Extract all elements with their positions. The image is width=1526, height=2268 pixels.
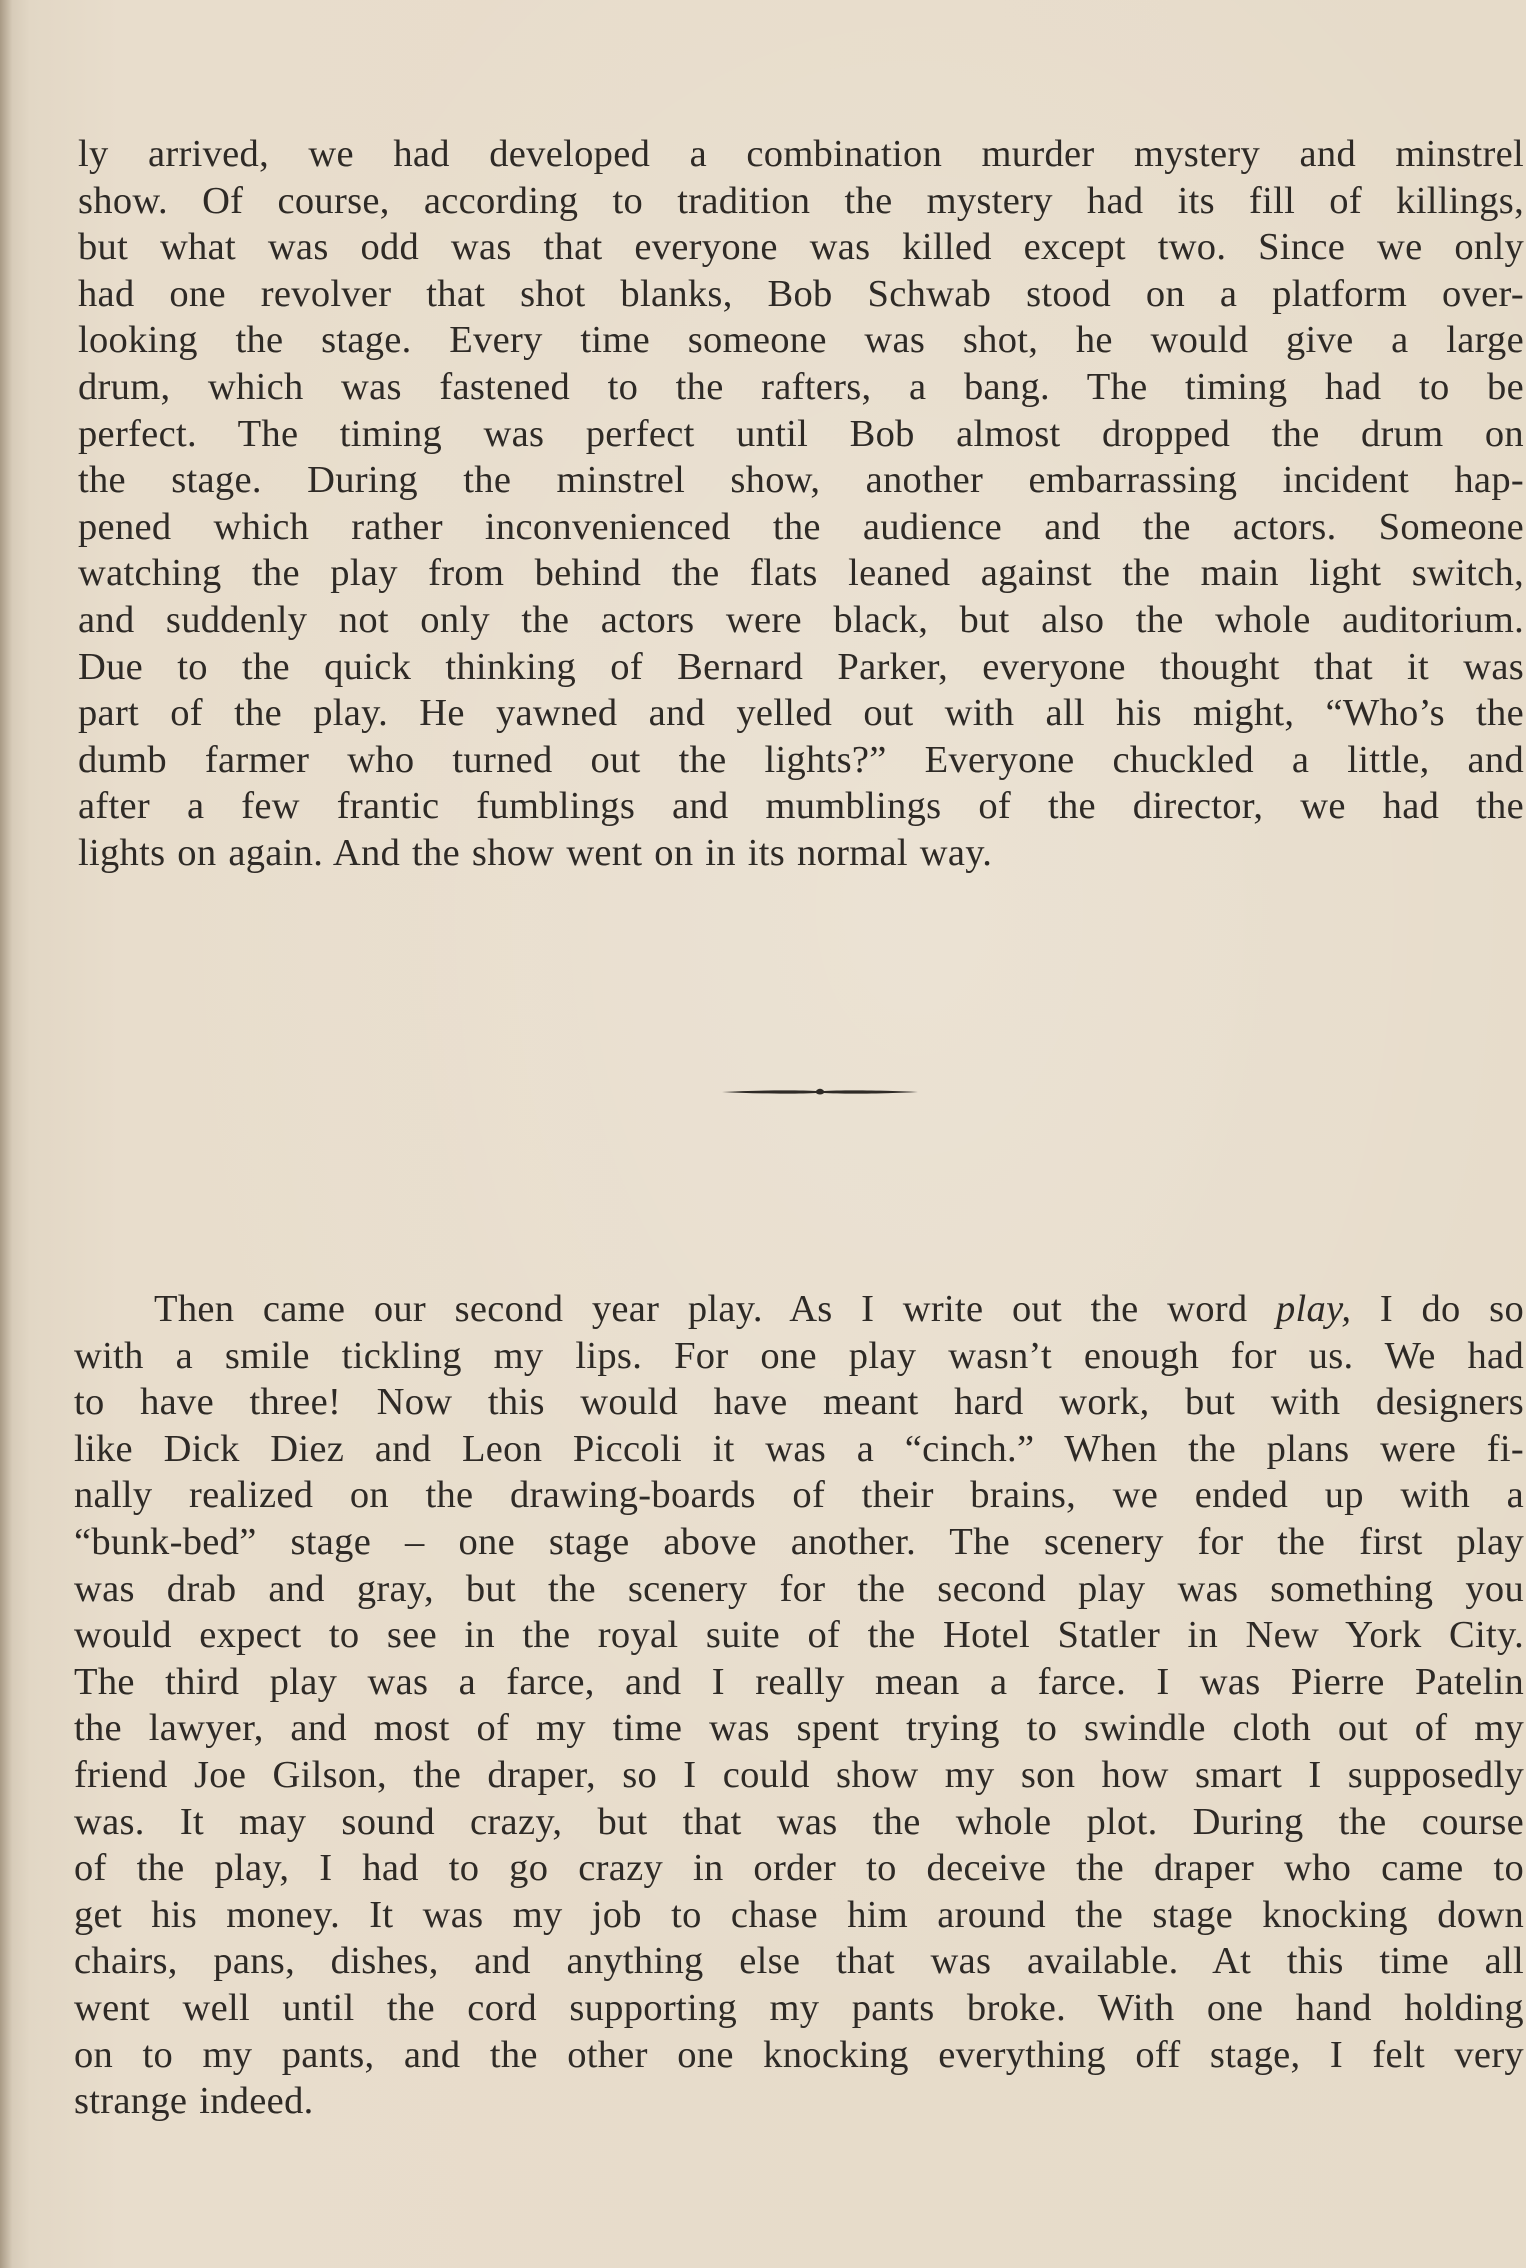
paragraph-minstrel-show — [78, 131, 1524, 877]
text-fragment: Then came our second year play. As I write out the word — [154, 1288, 1276, 1330]
text-line: pened which rather inconvenienced the audience and the actors. Someone — [78, 505, 1524, 548]
text-line: and suddenly not only the actors were black, but also the whole auditorium. — [78, 598, 1524, 641]
text-line: show. Of course, according to tradition the mystery had its fill of killings, — [78, 179, 1524, 222]
text-line: part of the play. He yawned and yelled out with all his might, “Who’s the — [78, 692, 1524, 735]
text-fragment: I do so — [1351, 1288, 1524, 1330]
text-line: “bunk-bed” stage – one stage above another. The scenery for the first play — [74, 1520, 1524, 1563]
text-line: nally realized on the drawing-boards of their brains, we ended up with a — [74, 1474, 1524, 1517]
section-divider-ornament — [720, 1082, 920, 1102]
text-line: lights on again. And the show went on in its normal way. — [78, 831, 993, 874]
text-line: ly arrived, we had developed a combination murder mystery and minstrel — [78, 133, 1524, 175]
text-line: had one revolver that shot blanks, Bob Schwab stood on a platform over- — [78, 272, 1524, 315]
text-line: friend Joe Gilson, the draper, so I could show my son how smart I supposedly — [74, 1753, 1524, 1796]
text-line: like Dick Diez and Leon Piccoli it was a “cinch.” When the plans were fi- — [74, 1427, 1524, 1470]
text-line: dumb farmer who turned out the lights?” Everyone chuckled a little, and — [78, 738, 1524, 781]
text-line: the stage. During the minstrel show, another embarrassing incident hap- — [78, 459, 1524, 502]
text-line: strange indeed. — [74, 2080, 314, 2123]
text-line: watching the play from behind the flats leaned against the main light switch, — [78, 552, 1524, 595]
text-line: Due to the quick thinking of Bernard Parker, everyone thought that it was — [78, 645, 1524, 688]
text-line: to have three! Now this would have meant hard work, but with designers — [74, 1381, 1524, 1424]
text-line: chairs, pans, dishes, and anything else that was available. At this time all — [74, 1940, 1524, 1983]
text-line: but what was odd was that everyone was killed except two. Since we only — [78, 226, 1524, 269]
text-line: on to my pants, and the other one knocking everything off stage, I felt very — [74, 2033, 1524, 2076]
text-line: after a few frantic fumblings and mumblings of the director, we had the — [78, 785, 1524, 828]
text-line: looking the stage. Every time someone was shot, he would give a large — [78, 319, 1524, 362]
text-line: with a smile tickling my lips. For one play wasn’t enough for us. We had — [74, 1334, 1524, 1377]
text-line — [74, 1286, 1524, 1333]
text-line: get his money. It was my job to chase him around the stage knocking down — [74, 1893, 1524, 1936]
text-line: was. It may sound crazy, but that was the whole plot. During the course — [74, 1800, 1524, 1843]
text-line: The third play was a farce, and I really mean a farce. I was Pierre Patelin — [74, 1660, 1524, 1703]
page-binding-edge — [0, 0, 12, 2268]
text-line: drum, which was fastened to the rafters, a bang. The timing had to be — [78, 365, 1524, 408]
text-line: was drab and gray, but the scenery for the second play was something you — [74, 1567, 1524, 1610]
paragraph-second-year-play — [74, 1286, 1524, 2125]
text-line: would expect to see in the royal suite of the Hotel Statler in New York City. — [74, 1614, 1524, 1657]
text-line: the lawyer, and most of my time was spent trying to swindle cloth out of my — [74, 1707, 1524, 1750]
text-line: went well until the cord supporting my pants broke. With one hand holding — [74, 1986, 1524, 2029]
text-line: perfect. The timing was perfect until Bob almost dropped the drum on — [78, 412, 1524, 455]
italic-word: play, — [1275, 1288, 1352, 1330]
text-line: of the play, I had to go crazy in order to deceive the draper who came to — [74, 1847, 1524, 1890]
